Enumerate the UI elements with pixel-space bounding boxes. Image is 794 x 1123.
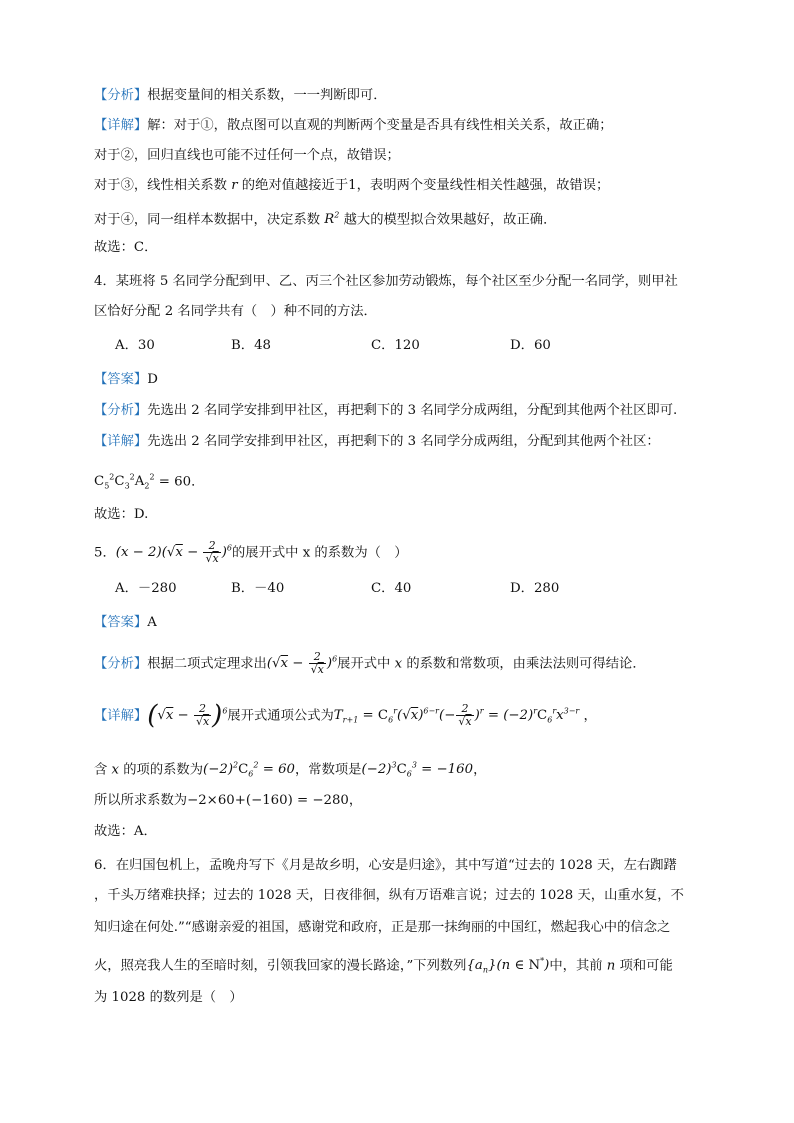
analysis-tag: 【分析】 <box>94 403 148 418</box>
q5-sum-expr: −2×60+(−160) = −280 <box>187 793 349 808</box>
answer-tag: 【答案】 <box>94 615 148 630</box>
q4-option-d: D．60 <box>510 338 551 353</box>
q3-analysis-text: 根据变量间的相关系数，一一判断即可． <box>147 88 387 103</box>
q4-answer-line <box>94 370 158 390</box>
q4-option-a: A．30 <box>115 338 155 353</box>
q5-coef-line <box>94 756 486 785</box>
q5-option-a: A．－280 <box>115 581 177 596</box>
q5-sum-a: 所以所求系数为 <box>94 793 188 808</box>
q3-analysis-line <box>94 86 387 106</box>
q6-line-2: ，千头万绪难抉择；过去的 1028 天，日夜徘徊，纵有万语难言说；过去的 1028 天，山重水复，不 <box>94 888 684 903</box>
symbol-n: n <box>602 958 620 974</box>
q6-line-4b: 中，其前 <box>549 958 603 974</box>
q5-choose: 故选：A． <box>94 824 157 839</box>
q5-option-d: D．280 <box>510 581 560 596</box>
q3-choose: 故选：C． <box>94 240 158 255</box>
q5-answer-line <box>94 613 157 633</box>
q4-option-c: C．120 <box>371 338 420 353</box>
sequence-notation: $\{a_n\}(n$ ∈ N*) <box>466 957 550 976</box>
q6-line-4a: 火，照亮我人生的至暗时刻，引领我回家的漫长路途，”下列数列 <box>94 958 467 974</box>
q4-stem-line-2: 区恰好分配 2 名同学共有（ ）种不同的方法． <box>94 304 377 319</box>
q3-detail-4a: 对于④，同一组样本数据中，决定系数 <box>94 212 321 228</box>
q3-detail-3a: 对于③，线性相关系数 <box>94 178 227 193</box>
q6-line-3: 知归途在何处.”“感谢亲爱的祖国，感谢党和政府，正是那一抹绚丽的中国红，燃起我心中的信念之 <box>94 920 671 935</box>
q4-formula <box>94 468 204 497</box>
q4-formula-tail: = 60． <box>158 474 205 490</box>
q5-analysis-b: 展开式中 <box>337 656 391 672</box>
q3-detail-4b: 越大的模型拟合效果越好，故正确． <box>343 212 557 228</box>
q5-coef-b: 的项的系数为 <box>123 762 204 778</box>
q5-sum-b: ， <box>348 793 363 808</box>
q5-answer: A <box>147 615 157 630</box>
q4-analysis-line <box>94 401 677 421</box>
q5-detail-expr: (√x − $\frac{2}{√x}$ )$^6$ <box>147 700 228 731</box>
q6-line-4 <box>94 952 673 981</box>
q3-detail-line-4 <box>94 206 556 230</box>
q5-coef-expr: $(-2)^2C_6^2 = 60$ <box>203 761 295 780</box>
analysis-tag: 【分析】 <box>94 656 148 672</box>
q5-coef-c: ，常数项是 <box>295 762 362 778</box>
q4-answer: D <box>147 372 158 387</box>
q5-detail-text: 展开式通项公式为 <box>227 708 334 724</box>
q5-option-c: C．40 <box>371 581 412 596</box>
symbol-r-squared: $R^2$ <box>320 211 340 228</box>
q5-number: 5． <box>94 545 116 561</box>
q4-choose: 故选：D. <box>94 507 149 522</box>
q5-stem-text: 的展开式中 x 的系数为（ ） <box>232 545 408 561</box>
q3-detail-3b: 的绝对值越接近于1，表明两个变量线性相关性越强，故错误； <box>241 178 610 193</box>
q4-detail-text: 先选出 2 名同学安排到甲社区，再把剩下的 3 名同学分成两组，分配到其他两个社区： <box>147 434 660 449</box>
q5-analysis-c: 的系数和常数项，由乘法法则可得结论． <box>406 656 646 672</box>
q5-analysis-a: 根据二项式定理求出 <box>147 656 267 672</box>
q5-coef-d: ， <box>473 762 487 778</box>
q4-option-b: B．48 <box>231 338 271 353</box>
q3-detail-line-3 <box>94 176 609 196</box>
q6-line-1: 6．在归国包机上，孟晚舟写下《月是故乡明，心安是归途》，其中写道“过去的 1028 天，左右踟躇 <box>94 858 677 873</box>
q4-detail-line <box>94 432 660 452</box>
q4-stem-line-1: 4．某班将 5 名同学分配到甲、乙、丙三个社区参加劳动锻炼，每个社区至少分配一名同学，则甲社 <box>94 274 678 289</box>
symbol-x: x <box>390 656 407 672</box>
q5-const-expr: $(-2)^3C_6^3 = -160$ <box>361 761 474 780</box>
q5-general-term: $T_{r+1} = C_6^r(√x)^{6-r}(-$ $\frac{2}{√x}$ )$^r = (-2)^rC_6^rx^{3-r}$ <box>333 702 580 729</box>
q5-sum-line <box>94 791 362 811</box>
combination-formula: $C_5^2C_3^2A_2^2$ <box>94 473 155 492</box>
detail-tag: 【详解】 <box>94 708 148 724</box>
q5-expression: (x − 2)(√x − $\frac{2}{√x}$ )$^6$ <box>115 539 232 566</box>
detail-tag: 【详解】 <box>94 434 148 449</box>
q5-option-b: B．－40 <box>231 581 285 596</box>
q5-coef-a: 含 <box>94 762 108 778</box>
symbol-x: x <box>107 762 124 778</box>
q6-line-5: 为 1028 的数列是（ ） <box>94 990 243 1005</box>
q4-analysis-text: 先选出 2 名同学安排到甲社区，再把剩下的 3 名同学分成两组，分配到其他两个社区即可. <box>147 403 678 418</box>
q6-line-4c: 项和可能 <box>619 958 673 974</box>
q3-detail-line-1 <box>94 116 613 136</box>
q5-detail-line: 【详解】(√x − $\frac{2}{√x}$ )$^6$展开式通项公式为$T_{r+1} = C_6^r(√x)^{6-r}(-$ $\frac{2}{√x}$ )$^r = (-2)^rC_6^rx^{3-r}$ ， <box>94 700 597 731</box>
q3-detail-text-1: 解：对于①，散点图可以直观的判断两个变量是否具有线性相关关系，故正确； <box>147 118 613 133</box>
analysis-tag: 【分析】 <box>94 88 148 103</box>
q5-analysis-line <box>94 650 646 676</box>
q5-stem-line <box>94 539 408 565</box>
detail-tag: 【详解】 <box>94 118 148 133</box>
answer-tag: 【答案】 <box>94 372 148 387</box>
symbol-r: r <box>226 178 242 193</box>
q5-analysis-expr: (√x − $\frac{2}{√x}$ )$^6$ <box>266 650 338 677</box>
q3-detail-line-2: 对于②，回归直线也可能不过任何一个点，故错误； <box>94 148 400 163</box>
